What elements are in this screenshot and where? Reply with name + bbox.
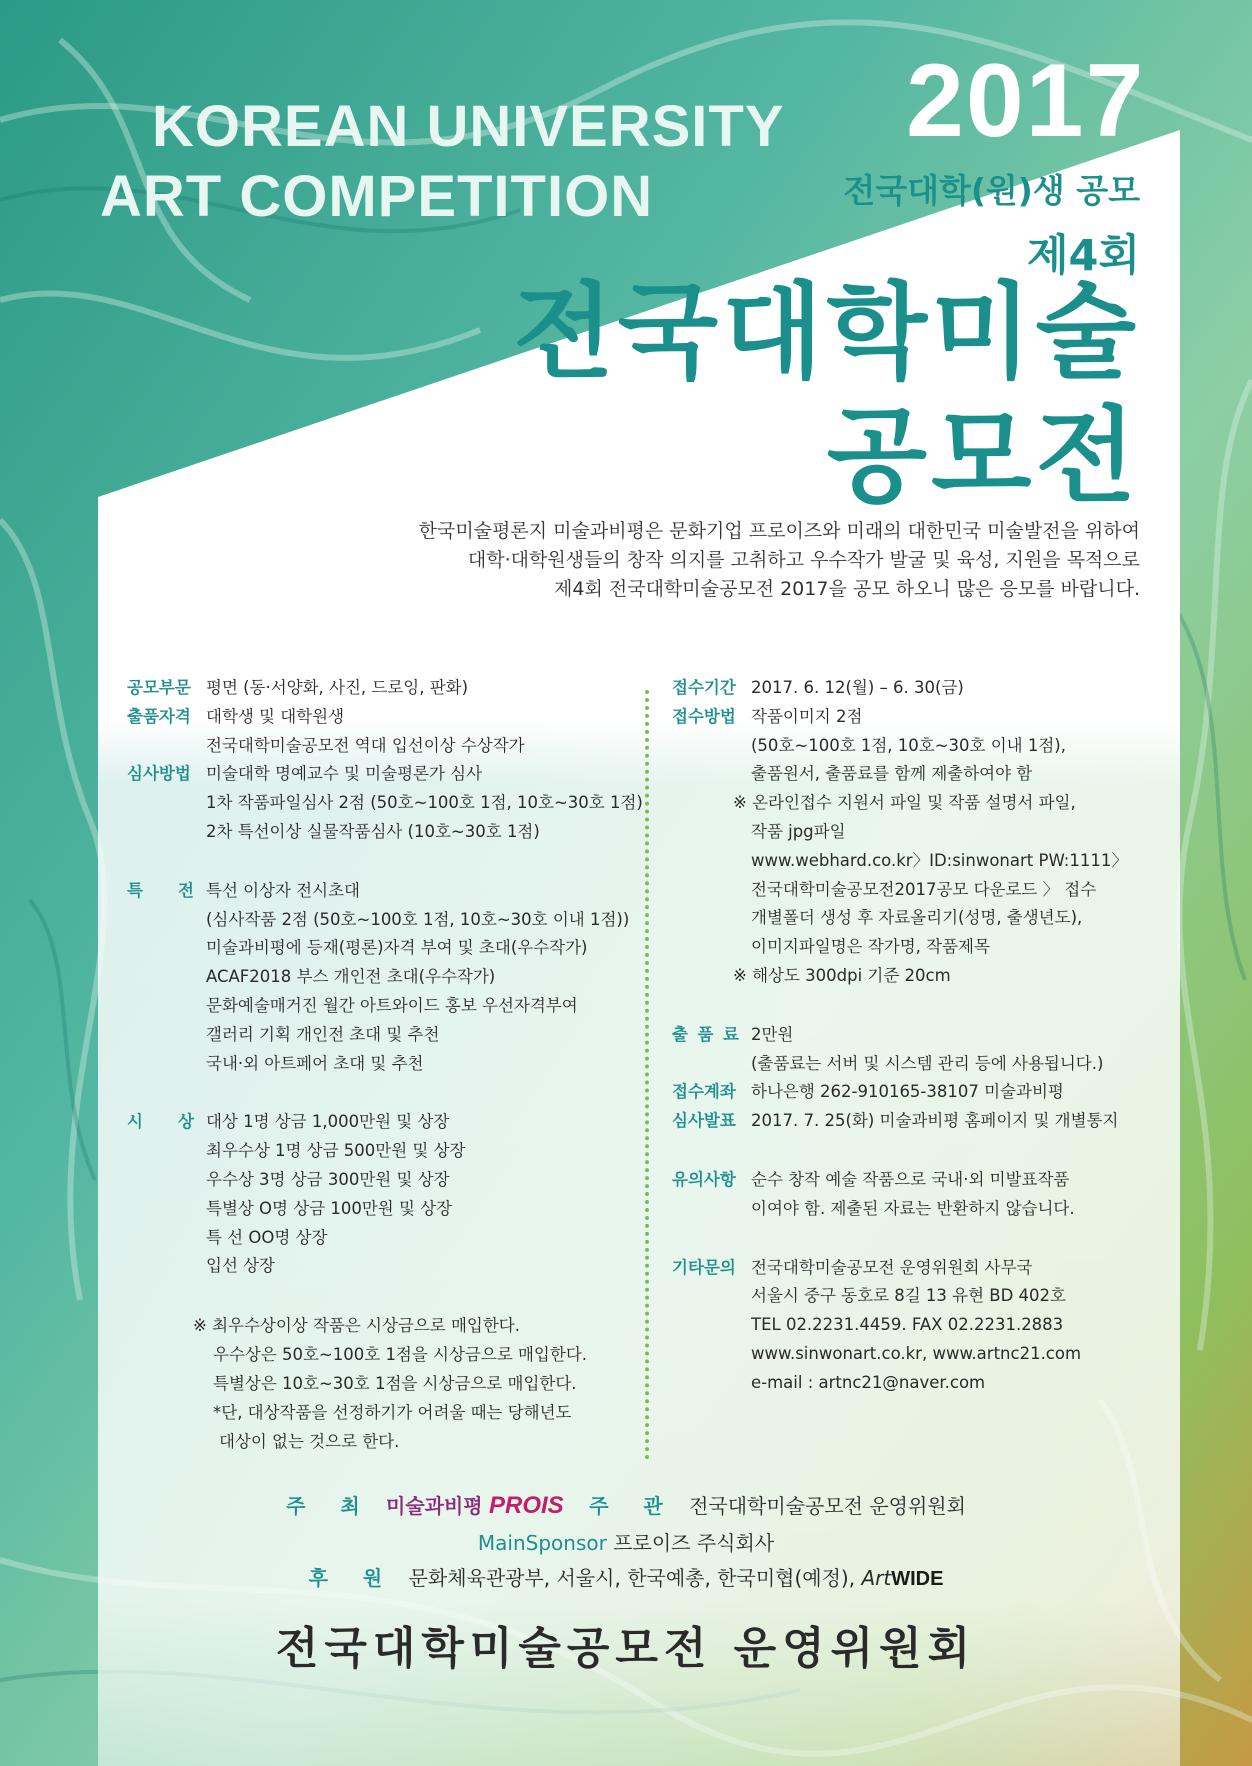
awards-value: 최우수상 1명 상금 500만원 및 상장 [206, 1141, 466, 1161]
footer-support-line [0, 1562, 1252, 1591]
account-label: 접수계좌 [672, 1082, 736, 1102]
intro-text [340, 517, 1140, 604]
year: 2017 [906, 43, 1146, 159]
contact-label: 기타문의 [672, 1257, 736, 1277]
benefits-value: 특선 이상자 전시초대 [206, 880, 360, 900]
column-divider [645, 690, 649, 1460]
announce-label: 심사발표 [672, 1111, 736, 1131]
organizer-name: 전국대학미술공모전 운영위원회 [689, 1494, 966, 1518]
sponsor-label: MainSponsor [477, 1531, 607, 1555]
awards-label: 시 상 [127, 1112, 194, 1132]
caution-value: 이여야 함. 제출된 자료는 반환하지 않습니다. [751, 1198, 1075, 1218]
award-note: 특별상은 10호~30호 1점을 시상금으로 매입한다. [213, 1374, 577, 1394]
benefits-value: 문화예술매거진 월간 아트와이드 홍보 우선자격부여 [206, 995, 578, 1015]
contact-value: 전국대학미술공모전 운영위원회 사무국 [751, 1257, 1033, 1277]
judging-value: 미술대학 명예교수 및 미술평론가 심사 [206, 764, 483, 784]
method-value: 전국대학미술공모전2017공모 다운로드 〉 접수 [751, 879, 1097, 899]
intro-line: 제4회 전국대학미술공모전 2017을 공모 하오니 많은 응모를 바랍니다. [554, 578, 1140, 600]
award-note: 우수상은 50호~100호 1점을 시상금으로 매입한다. [213, 1345, 587, 1365]
judging-label: 심사방법 [127, 764, 191, 784]
method-value: (50호~100호 1점, 10호~30호 이내 1점), [751, 735, 1066, 755]
host-logo-art-critique: 미술과비평 [386, 1494, 483, 1518]
awards-value: 대상 1명 상금 1,000만원 및 상장 [206, 1112, 450, 1132]
account-value: 하나은행 262-910165-38107 미술과비평 [751, 1082, 1064, 1102]
judging-value: 1차 작품파일심사 2점 (50호~100호 1점, 10호~30호 1점) [206, 793, 643, 813]
benefits-value: 국내·외 아트페어 초대 및 추천 [206, 1053, 424, 1073]
awards-value: 입선 상장 [206, 1256, 276, 1276]
sponsor-name: 프로이즈 주식회사 [613, 1531, 775, 1555]
awards-value: 특 선 OO명 상장 [206, 1227, 328, 1247]
method-value: ※ 온라인접수 지원서 파일 및 작품 설명서 파일, [733, 793, 1076, 813]
benefits-value: (심사작품 2점 (50호~100호 1점, 10호~30호 이내 1점)) [206, 909, 630, 929]
main-title-line2: 공모전 [826, 395, 1140, 517]
award-note: 대상이 없는 것으로 한다. [219, 1432, 400, 1452]
method-value: 개별폴더 생성 후 자료올리기(성명, 출생년도), [751, 908, 1083, 928]
method-value: www.webhard.co.kr〉ID:sinwonart PW:1111〉 [751, 850, 1128, 870]
english-title-line2: ART COMPETITION [100, 164, 654, 229]
host-label: 주 최 [286, 1494, 374, 1518]
round-label: 제4회 [1027, 231, 1140, 281]
benefits-value: ACAF2018 부스 개인전 초대(우수작가) [206, 967, 496, 987]
fee-value: (출품료는 서버 및 시스템 관리 등에 사용됩니다.) [751, 1053, 1104, 1073]
judging-value: 2차 특선이상 실물작품심사 (10호~30호 1점) [206, 821, 540, 841]
main-title-line1: 전국대학미술 [513, 271, 1140, 393]
caution-label: 유의사항 [672, 1169, 736, 1189]
eligibility-label: 출품자격 [127, 706, 191, 726]
fee-value: 2만원 [751, 1024, 794, 1044]
artwide-logo: ArtWIDE [861, 1566, 944, 1590]
announce-value: 2017. 7. 25(화) 미술과비평 홈페이지 및 개별통지 [751, 1111, 1119, 1131]
method-value: 출품원서, 출품료를 함께 제출하여야 함 [751, 764, 1033, 784]
eligibility-value: 대학생 및 대학원생 [206, 706, 345, 726]
footer-host-line [0, 1490, 1252, 1520]
intro-line: 한국미술평론지 미술과비평은 문화기업 프로이즈와 미래의 대한민국 미술발전을 위하여 [418, 520, 1140, 542]
main-title [440, 270, 1140, 518]
english-title-line1: KOREAN UNIVERSITY [152, 94, 785, 159]
support-label: 후 원 [308, 1566, 397, 1590]
english-title [100, 92, 785, 232]
benefits-label: 특 전 [127, 880, 194, 900]
method-value: 이미지파일명은 작가명, 작품제목 [751, 937, 990, 957]
benefits-value: 갤러리 기획 개인전 초대 및 추천 [206, 1024, 440, 1044]
caution-value: 순수 창작 예술 작품으로 국내·외 미발표작품 [751, 1169, 1070, 1189]
contact-value: TEL 02.2231.4459. FAX 02.2231.2883 [751, 1315, 1064, 1335]
korean-subtitle: 전국대학(원)생 공모 [843, 171, 1140, 210]
host-logo-prois: PROIS [489, 1492, 564, 1519]
category-label: 공모부문 [127, 678, 191, 697]
awards-value: 특별상 O명 상금 100만원 및 상장 [206, 1198, 453, 1218]
method-value: 작품 jpg파일 [751, 821, 846, 841]
contact-email[interactable]: e-mail : artnc21@naver.com [751, 1372, 986, 1392]
fee-label: 출 품 료 [672, 1024, 739, 1044]
method-label: 접수방법 [672, 706, 736, 726]
eligibility-value: 전국대학미술공모전 역대 입선이상 수상작가 [206, 735, 525, 755]
footer-sponsor-line [0, 1527, 1252, 1556]
method-value: ※ 해상도 300dpi 기준 20cm [733, 965, 951, 985]
method-value: 작품이미지 2점 [751, 706, 863, 726]
contact-value: 서울시 중구 동호로 8길 13 유현 BD 402호 [751, 1286, 1066, 1306]
award-note: ※ 최우수상이상 작품은 시상금으로 매입한다. [193, 1316, 520, 1336]
benefits-value: 미술과비평에 등재(평론)자격 부여 및 초대(우수작가) [206, 938, 588, 958]
awards-value: 우수상 3명 상금 300만원 및 상장 [206, 1169, 450, 1189]
contact-website[interactable]: www.sinwonart.co.kr, www.artnc21.com [751, 1343, 1082, 1363]
period-value: 2017. 6. 12(월) – 6. 30(금) [751, 678, 964, 697]
period-label: 접수기간 [672, 678, 736, 697]
right-column [672, 674, 1172, 1398]
committee-name: 전국대학미술공모전 운영위원회 [275, 1623, 977, 1674]
organizer-label: 주 관 [589, 1494, 677, 1518]
support-names: 문화체육관광부, 서울시, 한국예총, 한국미협(예정), [408, 1566, 856, 1590]
award-note: *단, 대상작품을 선정하기가 어려울 때는 당해년도 [213, 1403, 572, 1423]
left-column [127, 674, 647, 1456]
category-value: 평면 (동·서양화, 사진, 드로잉, 판화) [206, 678, 469, 697]
intro-line: 대학·대학원생들의 창작 의지를 고취하고 우수작가 발굴 및 육성, 지원을 목적으로 [467, 549, 1140, 571]
